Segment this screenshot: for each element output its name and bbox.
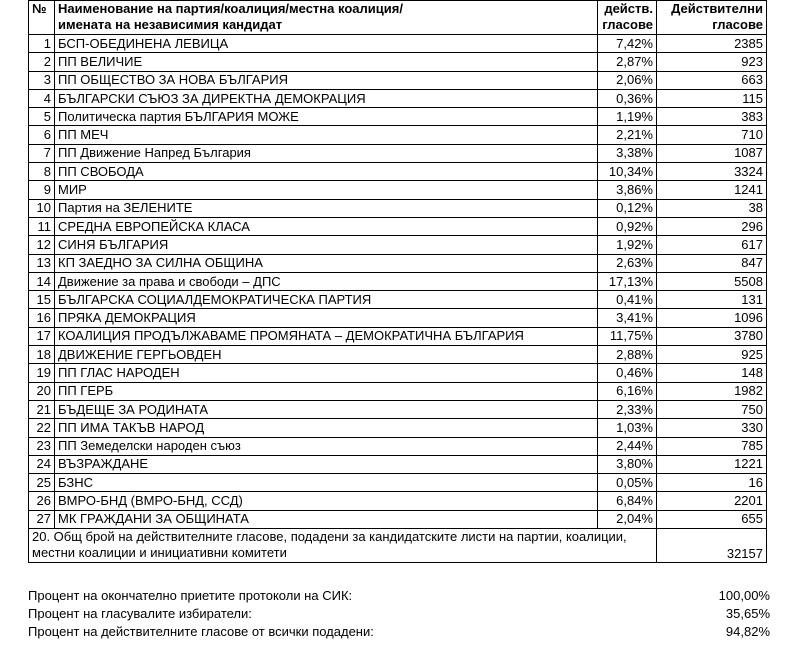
row-number: 18 <box>29 346 55 364</box>
row-party-name: ПП ГЕРБ <box>55 382 598 400</box>
row-number: 14 <box>29 272 55 290</box>
table-row <box>29 53 767 71</box>
row-number: 21 <box>29 400 55 418</box>
header-name <box>55 1 598 35</box>
row-votes: 617 <box>657 236 767 254</box>
summary-label: Процент на окончателно приетите протоколи на СИК: <box>28 588 353 603</box>
row-votes: 115 <box>657 89 767 107</box>
row-votes: 16 <box>657 474 767 492</box>
row-party-name: ПП МЕЧ <box>55 126 598 144</box>
table-row <box>29 291 767 309</box>
summary-block <box>28 587 770 641</box>
header-number: № <box>29 1 55 35</box>
table-row <box>29 364 767 382</box>
row-percent: 2,21% <box>598 126 657 144</box>
row-number: 27 <box>29 510 55 528</box>
row-party-name: ПП СВОБОДА <box>55 163 598 181</box>
row-party-name: БЪДЕЩЕ ЗА РОДИНАТА <box>55 400 598 418</box>
row-percent: 0,12% <box>598 199 657 217</box>
table-row <box>29 272 767 290</box>
row-number: 17 <box>29 327 55 345</box>
row-percent: 2,87% <box>598 53 657 71</box>
table-row <box>29 400 767 418</box>
row-votes: 1241 <box>657 181 767 199</box>
table-row <box>29 254 767 272</box>
row-votes: 925 <box>657 346 767 364</box>
row-number: 25 <box>29 474 55 492</box>
header-percent <box>598 1 657 35</box>
table-row <box>29 108 767 126</box>
row-party-name: БЗНС <box>55 474 598 492</box>
row-percent: 2,88% <box>598 346 657 364</box>
row-number: 4 <box>29 89 55 107</box>
row-number: 23 <box>29 437 55 455</box>
total-label: 20. Общ брой на действителните гласове, подадени за кандидатските листи на партии, коалиции, местни коалиции и инициативни комитети <box>29 529 657 563</box>
table-row <box>29 181 767 199</box>
row-votes: 5508 <box>657 272 767 290</box>
summary-row <box>28 605 770 623</box>
row-percent: 11,75% <box>598 327 657 345</box>
summary-value: 94,82% <box>725 624 770 639</box>
table-row <box>29 163 767 181</box>
summary-row <box>28 623 770 641</box>
table-row <box>29 71 767 89</box>
results-table-body <box>29 1 767 563</box>
row-percent: 2,06% <box>598 71 657 89</box>
row-percent: 3,38% <box>598 144 657 162</box>
header-votes-line2: гласове <box>712 17 763 32</box>
row-votes: 1982 <box>657 382 767 400</box>
row-party-name: МИР <box>55 181 598 199</box>
row-party-name: ПП Земеделски народен съюз <box>55 437 598 455</box>
row-votes: 148 <box>657 364 767 382</box>
table-row <box>29 437 767 455</box>
table-row <box>29 35 767 53</box>
row-votes: 750 <box>657 400 767 418</box>
results-table <box>28 0 767 563</box>
row-votes: 1087 <box>657 144 767 162</box>
row-number: 11 <box>29 217 55 235</box>
row-votes: 663 <box>657 71 767 89</box>
row-votes: 383 <box>657 108 767 126</box>
row-party-name: ПРЯКА ДЕМОКРАЦИЯ <box>55 309 598 327</box>
row-number: 12 <box>29 236 55 254</box>
row-party-name: КП ЗАЕДНО ЗА СИЛНА ОБЩИНА <box>55 254 598 272</box>
table-row <box>29 455 767 473</box>
row-number: 24 <box>29 455 55 473</box>
row-percent: 2,63% <box>598 254 657 272</box>
table-row <box>29 89 767 107</box>
table-row <box>29 346 767 364</box>
row-number: 6 <box>29 126 55 144</box>
row-number: 16 <box>29 309 55 327</box>
summary-value: 100,00% <box>718 588 770 603</box>
row-party-name: БЪЛГАРСКИ СЪЮЗ ЗА ДИРЕКТНА ДЕМОКРАЦИЯ <box>55 89 598 107</box>
row-party-name: КОАЛИЦИЯ ПРОДЪЛЖАВАМЕ ПРОМЯНАТА – ДЕМОКРАТИЧНА БЪЛГАРИЯ <box>55 327 598 345</box>
total-votes: 32157 <box>657 529 767 563</box>
row-percent: 7,42% <box>598 35 657 53</box>
row-party-name: ПП Движение Напред България <box>55 144 598 162</box>
row-percent: 6,84% <box>598 492 657 510</box>
row-party-name: ПП ВЕЛИЧИЕ <box>55 53 598 71</box>
row-percent: 0,46% <box>598 364 657 382</box>
row-votes: 3324 <box>657 163 767 181</box>
row-votes: 847 <box>657 254 767 272</box>
row-percent: 0,05% <box>598 474 657 492</box>
row-percent: 1,03% <box>598 419 657 437</box>
row-party-name: МК ГРАЖДАНИ ЗА ОБЩИНАТА <box>55 510 598 528</box>
header-votes-line1: Действителни <box>671 1 763 16</box>
row-percent: 1,19% <box>598 108 657 126</box>
total-row <box>29 529 767 563</box>
row-party-name: БСП-ОБЕДИНЕНА ЛЕВИЦА <box>55 35 598 53</box>
row-percent: 3,80% <box>598 455 657 473</box>
table-row <box>29 309 767 327</box>
row-percent: 0,36% <box>598 89 657 107</box>
row-votes: 38 <box>657 199 767 217</box>
row-party-name: ДВИЖЕНИЕ ГЕРГЬОВДЕН <box>55 346 598 364</box>
row-number: 3 <box>29 71 55 89</box>
summary-value: 35,65% <box>725 606 770 621</box>
row-number: 2 <box>29 53 55 71</box>
row-votes: 2201 <box>657 492 767 510</box>
table-row <box>29 419 767 437</box>
row-number: 7 <box>29 144 55 162</box>
row-votes: 655 <box>657 510 767 528</box>
row-number: 10 <box>29 199 55 217</box>
row-number: 1 <box>29 35 55 53</box>
table-row <box>29 327 767 345</box>
row-party-name: СИНЯ БЪЛГАРИЯ <box>55 236 598 254</box>
row-party-name: ПП ОБЩЕСТВО ЗА НОВА БЪЛГАРИЯ <box>55 71 598 89</box>
row-percent: 3,86% <box>598 181 657 199</box>
row-number: 26 <box>29 492 55 510</box>
row-party-name: СРЕДНА ЕВРОПЕЙСКА КЛАСА <box>55 217 598 235</box>
row-number: 13 <box>29 254 55 272</box>
header-percent-line2: гласове <box>602 17 653 32</box>
row-percent: 10,34% <box>598 163 657 181</box>
row-percent: 0,92% <box>598 217 657 235</box>
row-party-name: ПП ИМА ТАКЪВ НАРОД <box>55 419 598 437</box>
row-number: 22 <box>29 419 55 437</box>
row-votes: 1221 <box>657 455 767 473</box>
row-votes: 710 <box>657 126 767 144</box>
summary-label: Процент на гласувалите избиратели: <box>28 606 252 621</box>
table-row <box>29 236 767 254</box>
table-header-row <box>29 1 767 35</box>
row-party-name: ВМРО-БНД (ВМРО-БНД, ССД) <box>55 492 598 510</box>
row-party-name: ВЪЗРАЖДАНЕ <box>55 455 598 473</box>
table-row <box>29 217 767 235</box>
row-number: 15 <box>29 291 55 309</box>
header-percent-line1: действ. <box>604 1 653 16</box>
table-row <box>29 492 767 510</box>
row-party-name: Партия на ЗЕЛЕНИТЕ <box>55 199 598 217</box>
row-party-name: ПП ГЛАС НАРОДЕН <box>55 364 598 382</box>
table-row <box>29 199 767 217</box>
row-number: 8 <box>29 163 55 181</box>
row-number: 20 <box>29 382 55 400</box>
row-votes: 785 <box>657 437 767 455</box>
row-percent: 6,16% <box>598 382 657 400</box>
row-number: 19 <box>29 364 55 382</box>
row-percent: 2,33% <box>598 400 657 418</box>
row-party-name: БЪЛГАРСКА СОЦИАЛДЕМОКРАТИЧЕСКА ПАРТИЯ <box>55 291 598 309</box>
row-votes: 131 <box>657 291 767 309</box>
row-party-name: Политическа партия БЪЛГАРИЯ МОЖЕ <box>55 108 598 126</box>
row-percent: 3,41% <box>598 309 657 327</box>
row-percent: 0,41% <box>598 291 657 309</box>
header-name-line1: Наименование на партия/коалиция/местна коалиция/ <box>58 1 403 16</box>
table-row <box>29 382 767 400</box>
row-percent: 2,04% <box>598 510 657 528</box>
row-percent: 2,44% <box>598 437 657 455</box>
summary-label: Процент на действителните гласове от всички подадени: <box>28 624 374 639</box>
row-percent: 17,13% <box>598 272 657 290</box>
row-votes: 1096 <box>657 309 767 327</box>
row-votes: 923 <box>657 53 767 71</box>
summary-row <box>28 587 770 605</box>
header-votes <box>657 1 767 35</box>
row-votes: 296 <box>657 217 767 235</box>
row-party-name: Движение за права и свободи – ДПС <box>55 272 598 290</box>
row-number: 5 <box>29 108 55 126</box>
row-votes: 330 <box>657 419 767 437</box>
row-number: 9 <box>29 181 55 199</box>
row-votes: 2385 <box>657 35 767 53</box>
table-row <box>29 510 767 528</box>
row-percent: 1,92% <box>598 236 657 254</box>
table-row <box>29 126 767 144</box>
row-votes: 3780 <box>657 327 767 345</box>
table-row <box>29 144 767 162</box>
header-name-line2: имената на независимия кандидат <box>58 17 283 32</box>
table-row <box>29 474 767 492</box>
